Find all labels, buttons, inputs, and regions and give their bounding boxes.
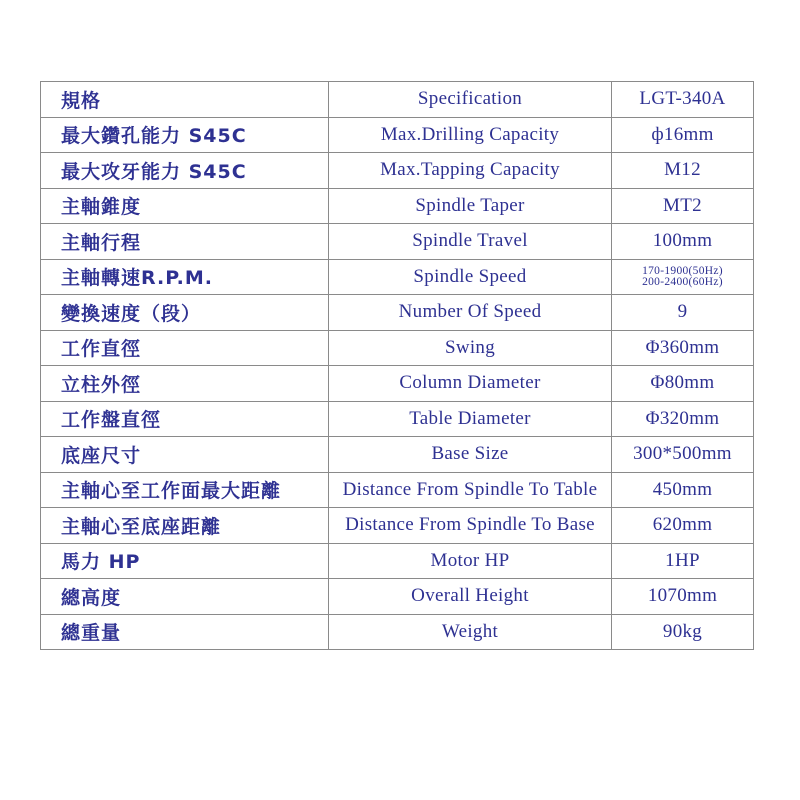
spec-label-zh: 馬力 HP: [41, 543, 329, 579]
table-row: [41, 437, 754, 473]
spec-value: 100mm: [612, 224, 754, 260]
spec-value: M12: [612, 153, 754, 189]
spec-label-en: Table Diameter: [329, 401, 612, 437]
spec-value: 620mm: [612, 508, 754, 544]
spec-label-en: Column Diameter: [329, 366, 612, 402]
spec-value-line: 200-2400(60Hz): [642, 275, 723, 288]
table-row: [41, 117, 754, 153]
spec-label-zh: 變換速度（段）: [41, 295, 329, 331]
spec-label-zh: 總重量: [41, 614, 329, 650]
spec-value-line: 170-1900(50Hz): [642, 264, 723, 277]
spec-label-zh: 主軸錐度: [41, 188, 329, 224]
table-row: [41, 543, 754, 579]
spec-value: Φ360mm: [612, 330, 754, 366]
table-row: [41, 401, 754, 437]
spec-label-en: Number Of Speed: [329, 295, 612, 331]
table-row: [41, 259, 754, 295]
spec-value: MT2: [612, 188, 754, 224]
spec-label-en: Max.Tapping Capacity: [329, 153, 612, 189]
spec-value: LGT-340A: [612, 82, 754, 118]
spec-label-zh: 規格: [41, 82, 329, 118]
spec-label-en: Motor HP: [329, 543, 612, 579]
spec-value: 9: [612, 295, 754, 331]
spec-label-zh: 工作盤直徑: [41, 401, 329, 437]
table-row: [41, 295, 754, 331]
spec-label-zh: 底座尺寸: [41, 437, 329, 473]
spec-label-zh: 立柱外徑: [41, 366, 329, 402]
spec-value: Φ80mm: [612, 366, 754, 402]
spec-label-en: Distance From Spindle To Base: [329, 508, 612, 544]
table-row: [41, 614, 754, 650]
table-row: [41, 366, 754, 402]
spec-table: [40, 81, 754, 650]
table-row: [41, 330, 754, 366]
spec-label-zh: 主軸轉速R.P.M.: [41, 259, 329, 295]
spec-label-en: Swing: [329, 330, 612, 366]
spec-label-en: Specification: [329, 82, 612, 118]
spec-label-zh: 總高度: [41, 579, 329, 615]
spec-label-zh: 主軸行程: [41, 224, 329, 260]
spec-value: [612, 259, 754, 295]
spec-label-zh: 最大鑽孔能力 S45C: [41, 117, 329, 153]
spec-value: 1HP: [612, 543, 754, 579]
spec-label-zh: 工作直徑: [41, 330, 329, 366]
spec-value: 90kg: [612, 614, 754, 650]
spec-label-en: Weight: [329, 614, 612, 650]
table-row: [41, 188, 754, 224]
spec-label-en: Spindle Taper: [329, 188, 612, 224]
spec-label-en: Distance From Spindle To Table: [329, 472, 612, 508]
spec-value: ф16mm: [612, 117, 754, 153]
spec-value: Φ320mm: [612, 401, 754, 437]
spec-label-en: Spindle Travel: [329, 224, 612, 260]
table-row: [41, 82, 754, 118]
spec-value: 450mm: [612, 472, 754, 508]
spec-value: 1070mm: [612, 579, 754, 615]
spec-label-en: Spindle Speed: [329, 259, 612, 295]
spec-label-en: Overall Height: [329, 579, 612, 615]
spec-label-zh: 主軸心至工作面最大距離: [41, 472, 329, 508]
table-row: [41, 579, 754, 615]
spec-label-zh: 最大攻牙能力 S45C: [41, 153, 329, 189]
table-row: [41, 153, 754, 189]
spec-value: 300*500mm: [612, 437, 754, 473]
spec-label-zh: 主軸心至底座距離: [41, 508, 329, 544]
spec-label-en: Max.Drilling Capacity: [329, 117, 612, 153]
spec-label-en: Base Size: [329, 437, 612, 473]
table-row: [41, 508, 754, 544]
table-row: [41, 472, 754, 508]
table-row: [41, 224, 754, 260]
